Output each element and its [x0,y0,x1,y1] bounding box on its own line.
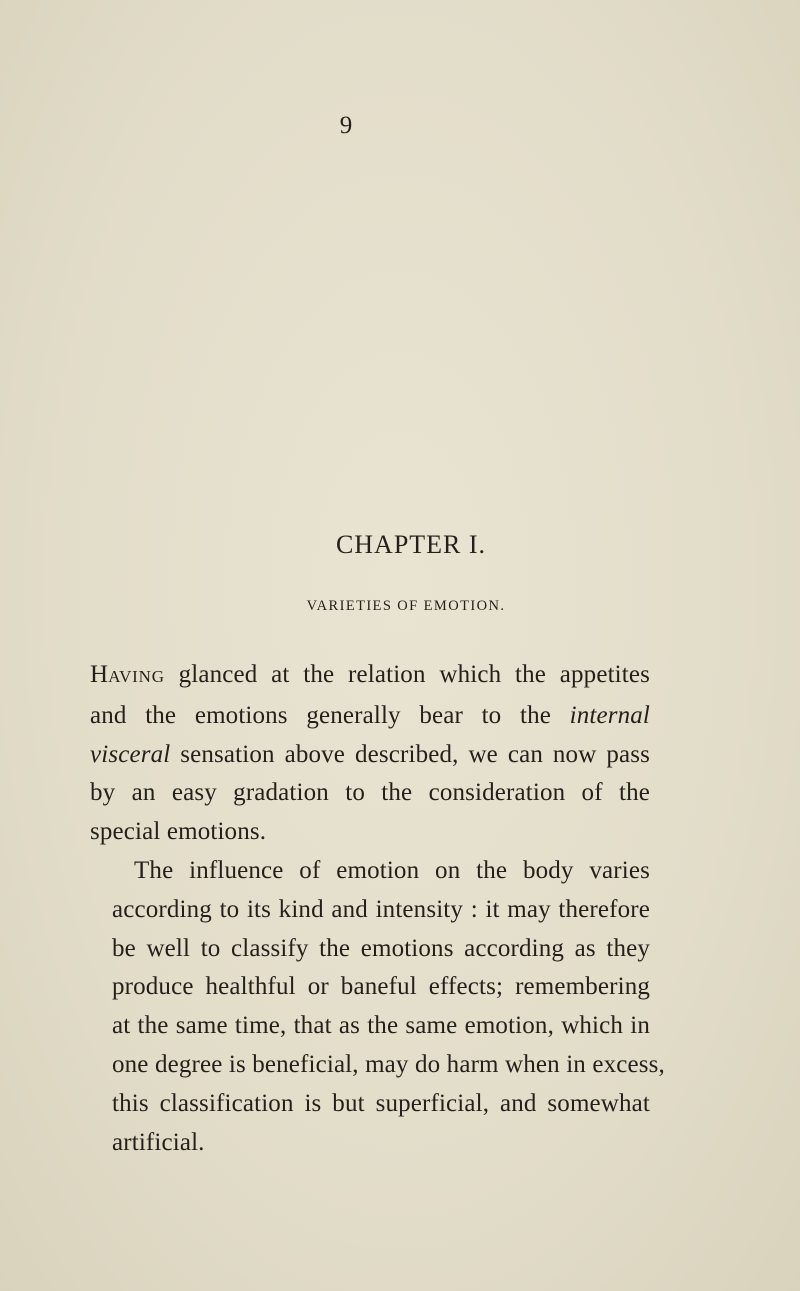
page-number: 9 [339,112,353,139]
paragraph-1-line-3-text: sensation above described, we can now pass [170,740,650,768]
paragraph-1-line-3 [90,736,650,775]
paragraph-2-line-8: artificial. [112,1128,205,1156]
paragraph-1-line-1-text: glanced at the relation which the appetites [164,661,650,688]
paragraph-2-line-3: be well to classify the emotions according as they [112,934,650,962]
paragraph-2-line-7: this classification is but superficial, and somewhat [112,1089,650,1117]
paragraph-2-line-1: The influence of emotion on the body varies [134,856,650,884]
body-text [90,656,665,1162]
paragraph-2-line-4: produce healthful or baneful effects; remembering [112,973,650,1001]
paragraph-1-line-4: by an easy gradation to the consideration of the [90,779,650,807]
chapter-subtitle: VARIETIES OF EMOTION. [306,598,506,614]
paragraph-2-line-2: according to its kind and intensity : it may therefore [112,895,650,923]
paragraph-1-line-2-text: and the emotions generally bear to the [90,701,570,729]
paragraph-2 [90,852,665,1162]
paragraph-2-line-6: one degree is beneficial, may do harm when in excess, [112,1050,665,1078]
paragraph-1-line-2 [90,697,650,736]
paragraph-1-line-5: special emotions. [90,818,267,846]
lead-initial: H [90,661,109,688]
paragraph-2-line-5: at the same time, that as the same emotion, which in [112,1012,650,1040]
italic-visceral: visceral [90,740,171,768]
paragraph-1-line-1 [90,656,650,697]
italic-internal: internal [569,701,650,729]
lead-smallcaps: AVING [108,667,165,686]
chapter-title: CHAPTER I. [335,530,487,559]
paragraph-1 [90,656,650,852]
